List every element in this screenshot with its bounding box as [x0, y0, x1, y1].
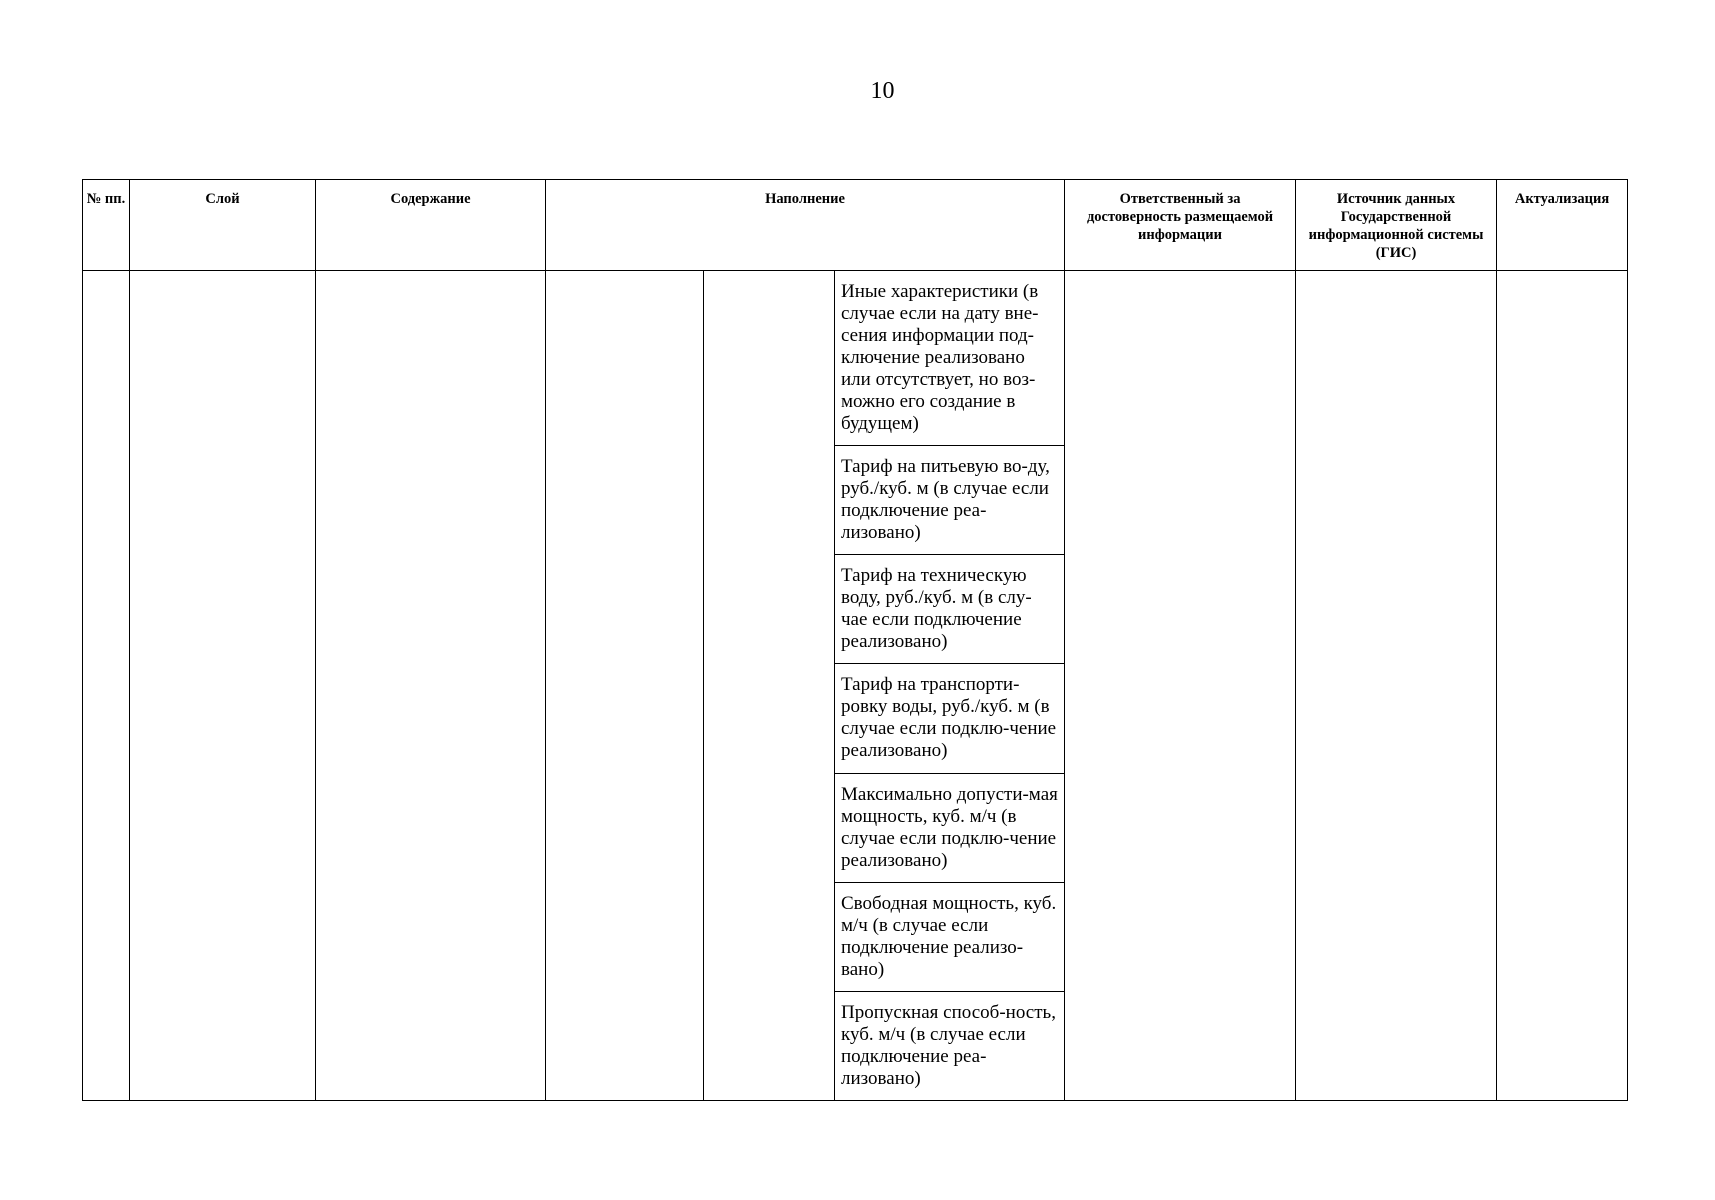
table-header-row — [83, 180, 1628, 271]
table-row — [83, 271, 1628, 446]
filling-item: Свободная мощность, куб. м/ч (в случае если подключение реализо-вано) — [835, 882, 1065, 991]
filling-item: Тариф на техническую воду, руб./куб. м (в слу-чае если подключение реализовано) — [835, 555, 1065, 664]
header-layer: Слой — [130, 180, 316, 271]
document-table — [82, 179, 1628, 1101]
filling-item: Тариф на транспорти-ровку воды, руб./куб. м (в случае если подклю-чение реализовано) — [835, 664, 1065, 773]
filling-item: Пропускная способ-ность, куб. м/ч (в случае если подключение реа-лизовано) — [835, 991, 1065, 1100]
cell-update — [1497, 271, 1628, 1101]
cell-content — [316, 271, 546, 1101]
header-filling: Наполнение — [546, 180, 1065, 271]
header-responsible: Ответственный за достоверность размещаемой информации — [1065, 180, 1296, 271]
cell-source — [1296, 271, 1497, 1101]
header-content: Содержание — [316, 180, 546, 271]
header-source: Источник данных Государственной информационной системы (ГИС) — [1296, 180, 1497, 271]
filling-item: Максимально допусти-мая мощность, куб. м/ч (в случае если подклю-чение реализовано) — [835, 773, 1065, 882]
cell-filling-subgroup — [704, 271, 835, 1101]
page-number: 10 — [870, 78, 895, 104]
cell-layer — [130, 271, 316, 1101]
header-update: Актуализация — [1497, 180, 1628, 271]
filling-item: Тариф на питьевую во-ду, руб./куб. м (в случае если подключение реа-лизовано) — [835, 446, 1065, 555]
cell-filling-group — [546, 271, 704, 1101]
cell-responsible — [1065, 271, 1296, 1101]
header-num: № пп. — [83, 180, 130, 271]
cell-num — [83, 271, 130, 1101]
filling-item: Иные характеристики (в случае если на дату вне-сения информации под-ключение реализовано или отсутствует, но воз-можно его создание в будущем) — [835, 271, 1065, 446]
